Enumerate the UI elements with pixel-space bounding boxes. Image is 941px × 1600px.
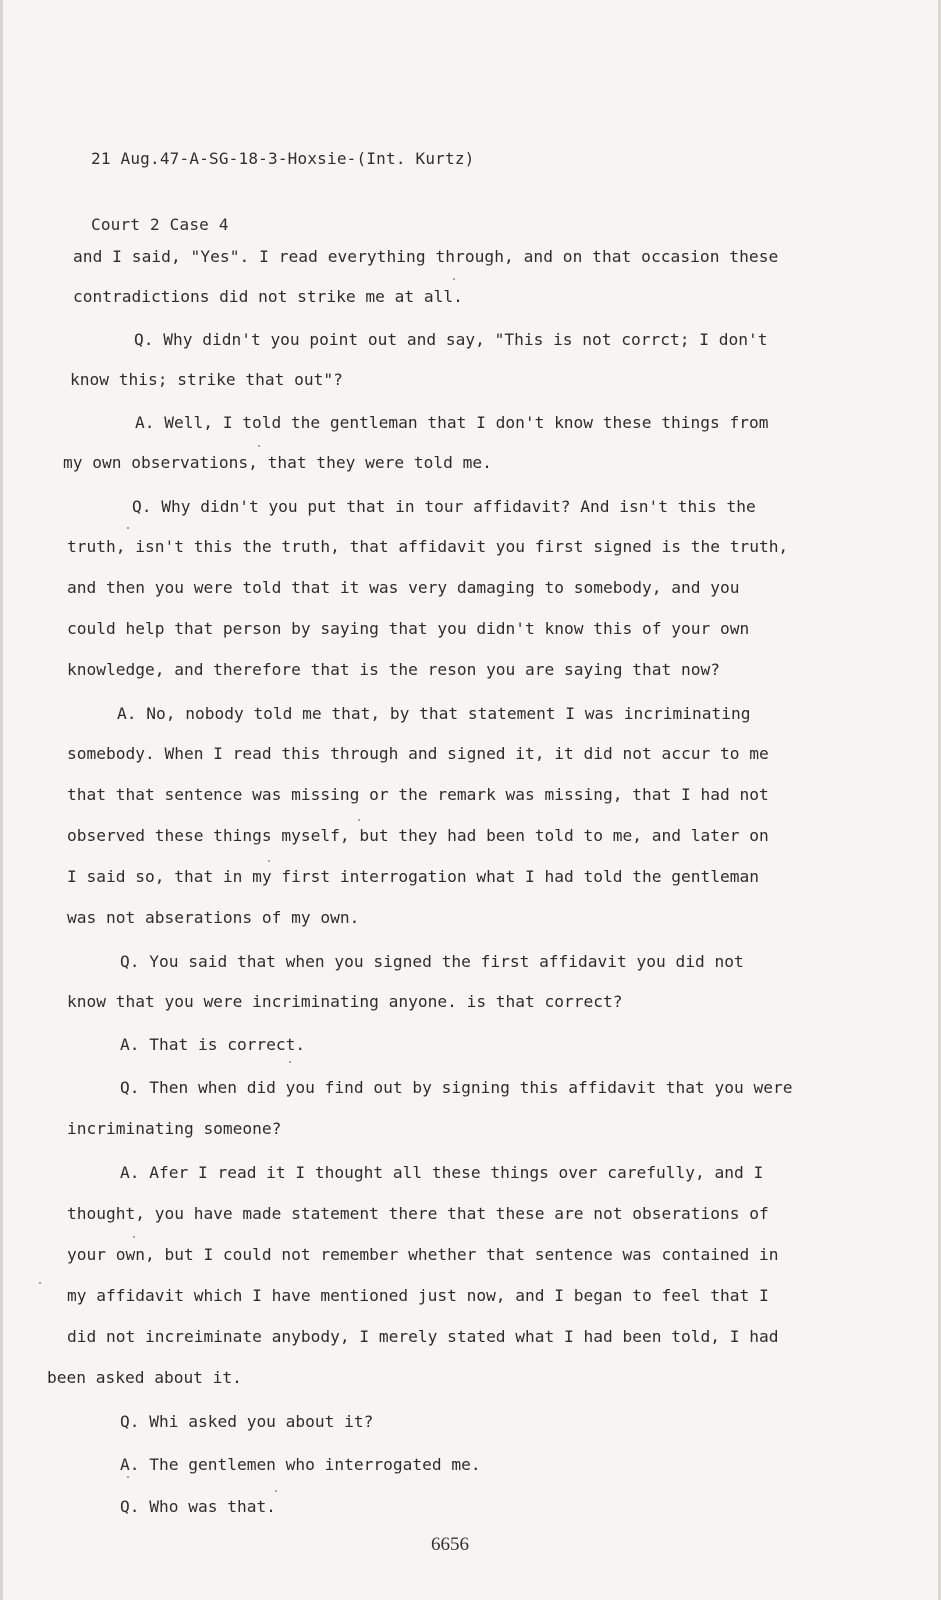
transcript-line: that that sentence was missing or the remark was missing, that I had not	[67, 785, 769, 804]
transcript-line: my own observations, that they were told me.	[63, 453, 492, 472]
transcript-line: Q. Why didn't you point out and say, "This is not corrct; I don't	[134, 330, 768, 349]
transcript-line: Q. Who was that.	[120, 1497, 276, 1516]
page-number: 6656	[431, 1534, 469, 1555]
transcript-line: A. That is correct.	[120, 1035, 306, 1054]
transcript-line: truth, isn't this the truth, that affidavit you first signed is the truth,	[67, 537, 789, 556]
transcript-line: know that you were incriminating anyone. is that correct?	[67, 992, 623, 1011]
paper-speck	[268, 860, 270, 862]
header-case-reference: 21 Aug.47-A-SG-18-3-Hoxsie-(Int. Kurtz)	[91, 149, 475, 168]
transcript-line: did not increiminate anybody, I merely stated what I had been told, I had	[67, 1327, 779, 1346]
transcript-line: knowledge, and therefore that is the reson you are saying that now?	[67, 660, 720, 679]
transcript-line: Q. Then when did you find out by signing this affidavit that you were	[120, 1078, 793, 1097]
transcript-line: could help that person by saying that you didn't know this of your own	[67, 619, 750, 638]
transcript-line: was not abserations of my own.	[67, 908, 360, 927]
transcript-line: somebody. When I read this through and signed it, it did not accur to me	[67, 744, 769, 763]
transcript-line: A. Well, I told the gentleman that I don't know these things from	[135, 413, 769, 432]
transcript-line: thought, you have made statement there that these are not obserations of	[67, 1204, 769, 1223]
paper-speck	[127, 1476, 129, 1478]
transcript-line: and I said, "Yes". I read everything through, and on that occasion these	[73, 247, 779, 266]
paper-speck	[258, 445, 260, 447]
transcript-line: been asked about it.	[47, 1368, 242, 1387]
paper-speck	[453, 278, 455, 280]
transcript-line: my affidavit which I have mentioned just now, and I began to feel that I	[67, 1286, 769, 1305]
transcript-line: observed these things myself, but they had been told to me, and later on	[67, 826, 769, 845]
paper-speck	[127, 527, 129, 529]
transcript-line: and then you were told that it was very damaging to somebody, and you	[67, 578, 740, 597]
header-court-case: Court 2 Case 4	[91, 215, 229, 234]
transcript-line: A. No, nobody told me that, by that statement I was incriminating	[117, 704, 751, 723]
transcript-body	[3, 0, 941, 1600]
paper-speck	[275, 1490, 277, 1492]
paper-speck	[39, 1282, 41, 1284]
transcript-line: A. Afer I read it I thought all these things over carefully, and I	[120, 1163, 764, 1182]
transcript-line: incriminating someone?	[67, 1119, 282, 1138]
transcript-line: A. The gentlemen who interrogated me.	[120, 1455, 481, 1474]
transcript-line: contradictions did not strike me at all.	[73, 287, 463, 306]
paper-speck	[289, 1061, 291, 1063]
paper-speck	[133, 1236, 135, 1238]
transcript-line: Q. You said that when you signed the first affidavit you did not	[120, 952, 744, 971]
transcript-line: I said so, that in my first interrogation what I had told the gentleman	[67, 867, 759, 886]
transcript-line: Q. Why didn't you put that in tour affidavit? And isn't this the	[132, 497, 756, 516]
paper-speck	[358, 819, 360, 821]
transcript-line: know this; strike that out"?	[70, 370, 343, 389]
transcript-line: your own, but I could not remember whether that sentence was contained in	[67, 1245, 779, 1264]
transcript-line: Q. Whi asked you about it?	[120, 1412, 374, 1431]
